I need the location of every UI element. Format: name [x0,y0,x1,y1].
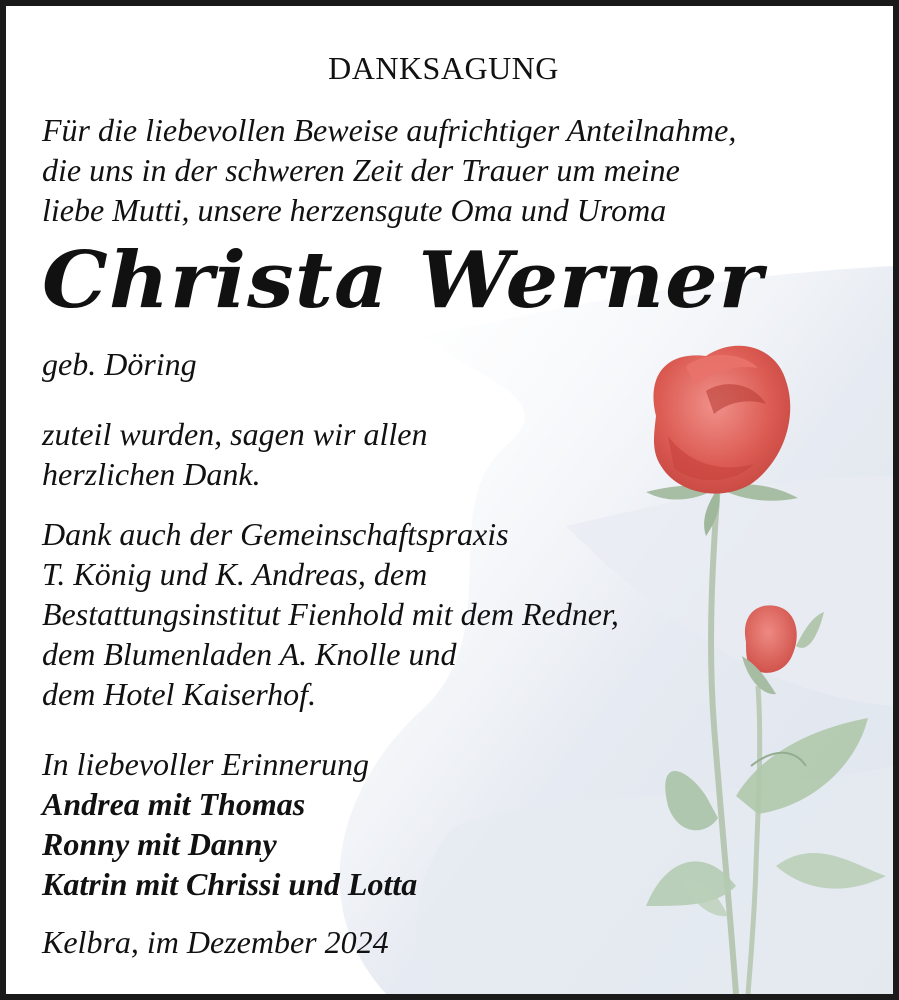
additional-thanks-paragraph [42,514,619,714]
place-and-date: Kelbra, im Dezember 2024 [42,924,389,960]
signatory: Ronny mit Danny [42,826,277,862]
thanks-line: zuteil wurden, sagen wir allen [42,416,428,452]
thanks-line: herzlichen Dank. [42,456,261,492]
maiden-name: geb. Döring [42,346,197,382]
additional-thanks-line: dem Hotel Kaiserhof. [42,676,317,712]
intro-line: die uns in der schweren Zeit der Trauer um meine [42,152,680,188]
intro-paragraph [42,110,736,230]
thanks-paragraph [42,414,427,494]
intro-line: liebe Mutti, unsere herzensgute Oma und Uroma [42,192,667,228]
memory-line-text: In liebevoller Erinnerung [42,746,370,782]
additional-thanks-line: T. König und K. Andreas, dem [42,556,428,592]
signatory: Katrin mit Chrissi und Lotta [42,866,418,902]
heading: DANKSAGUNG [328,50,559,86]
additional-thanks-line: dem Blumenladen A. Knolle und [42,636,457,672]
signatories [42,784,417,904]
additional-thanks-line: Dank auch der Gemeinschaftspraxis [42,516,509,552]
signatory: Andrea mit Thomas [42,786,306,822]
deceased-name: Christa Werner [42,235,764,326]
additional-thanks-line: Bestattungsinstitut Fienhold mit dem Redner, [42,596,619,632]
intro-line: Für die liebevollen Beweise aufrichtiger Anteilnahme, [42,112,737,148]
memory-line [42,744,369,784]
